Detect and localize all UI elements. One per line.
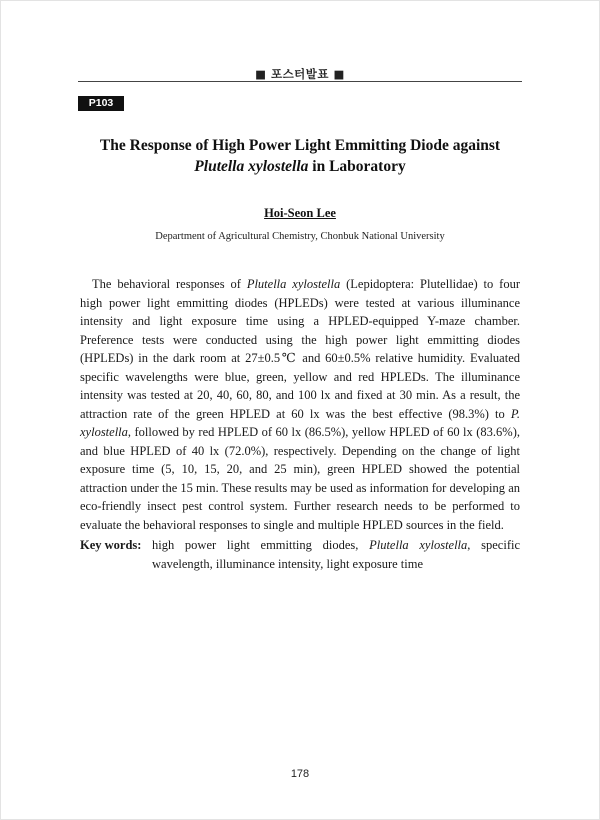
- abstract-part-3: , followed by red HPLED of 60 lx (86.5%), yellow HPLED of 60 lx (83.6%), and blue HPLED of 40 lx (72.0%), respectively. Depending on the change of light exposure time (5, 10, 15, 20, and 25 min), green HPLED showed the potential attraction under the 15 min. These results may be used as information for developing an eco-friendly insect pest control system. Further research needs to be performed to evaluate the behavioral responses to single and multiple HPLED sources in the field.: [80, 425, 520, 532]
- abstract-body: [80, 275, 520, 534]
- title-line-2-rest: in Laboratory: [308, 158, 406, 175]
- author-affiliation: Department of Agricultural Chemistry, Chonbuk National University: [155, 231, 445, 242]
- title-line-1: The Response of High Power Light Emmitting Diode against: [99, 137, 501, 154]
- abstract-part-2: (Lepidoptera: Plutellidae) to four high power light emmitting diodes (HPLEDs) were tested at various illuminance intensity and light exposure time using a HPLED-equipped Y-maze chamber. Preference tests were conducted using the high power light emmitting diodes (HPLEDs) in the dark room at 27±0.5℃ and 60±0.5% relative humidity. Evaluated specific wavelengths were blue, green, yellow and red HPLEDs. The illuminance intensity was tested at 20, 40, 60, 80, and 100 lx and fixed at 30 min. As a result, the attraction rate of the green HPLED at 60 lx was the best effective (98.3%) to: [80, 277, 521, 421]
- keywords-part-1: high power light emmitting diodes,: [152, 538, 370, 552]
- title-species-name: Plutella xylostella: [194, 158, 309, 175]
- author-name: Hoi-Seon Lee: [264, 206, 336, 220]
- abstract-species-1: Plutella xylostella: [246, 277, 341, 291]
- abstract-part-1: The behavioral responses of: [92, 277, 247, 291]
- abstract-species-2: P. xylostella: [80, 406, 520, 439]
- section-header: ■ 포스터발표 ■: [255, 67, 345, 81]
- page-number: 178: [290, 768, 310, 780]
- keywords-text: [152, 536, 520, 573]
- keywords-species: Plutella xylostella: [369, 538, 468, 552]
- header-divider: [78, 81, 522, 82]
- keywords-label: Key words:: [80, 538, 142, 552]
- paper-title: [60, 135, 540, 177]
- keywords-block: [80, 536, 520, 573]
- poster-code-badge: P103: [78, 96, 124, 111]
- keywords-part-2: , specific wavelength, illuminance intensity, light exposure time: [152, 538, 521, 571]
